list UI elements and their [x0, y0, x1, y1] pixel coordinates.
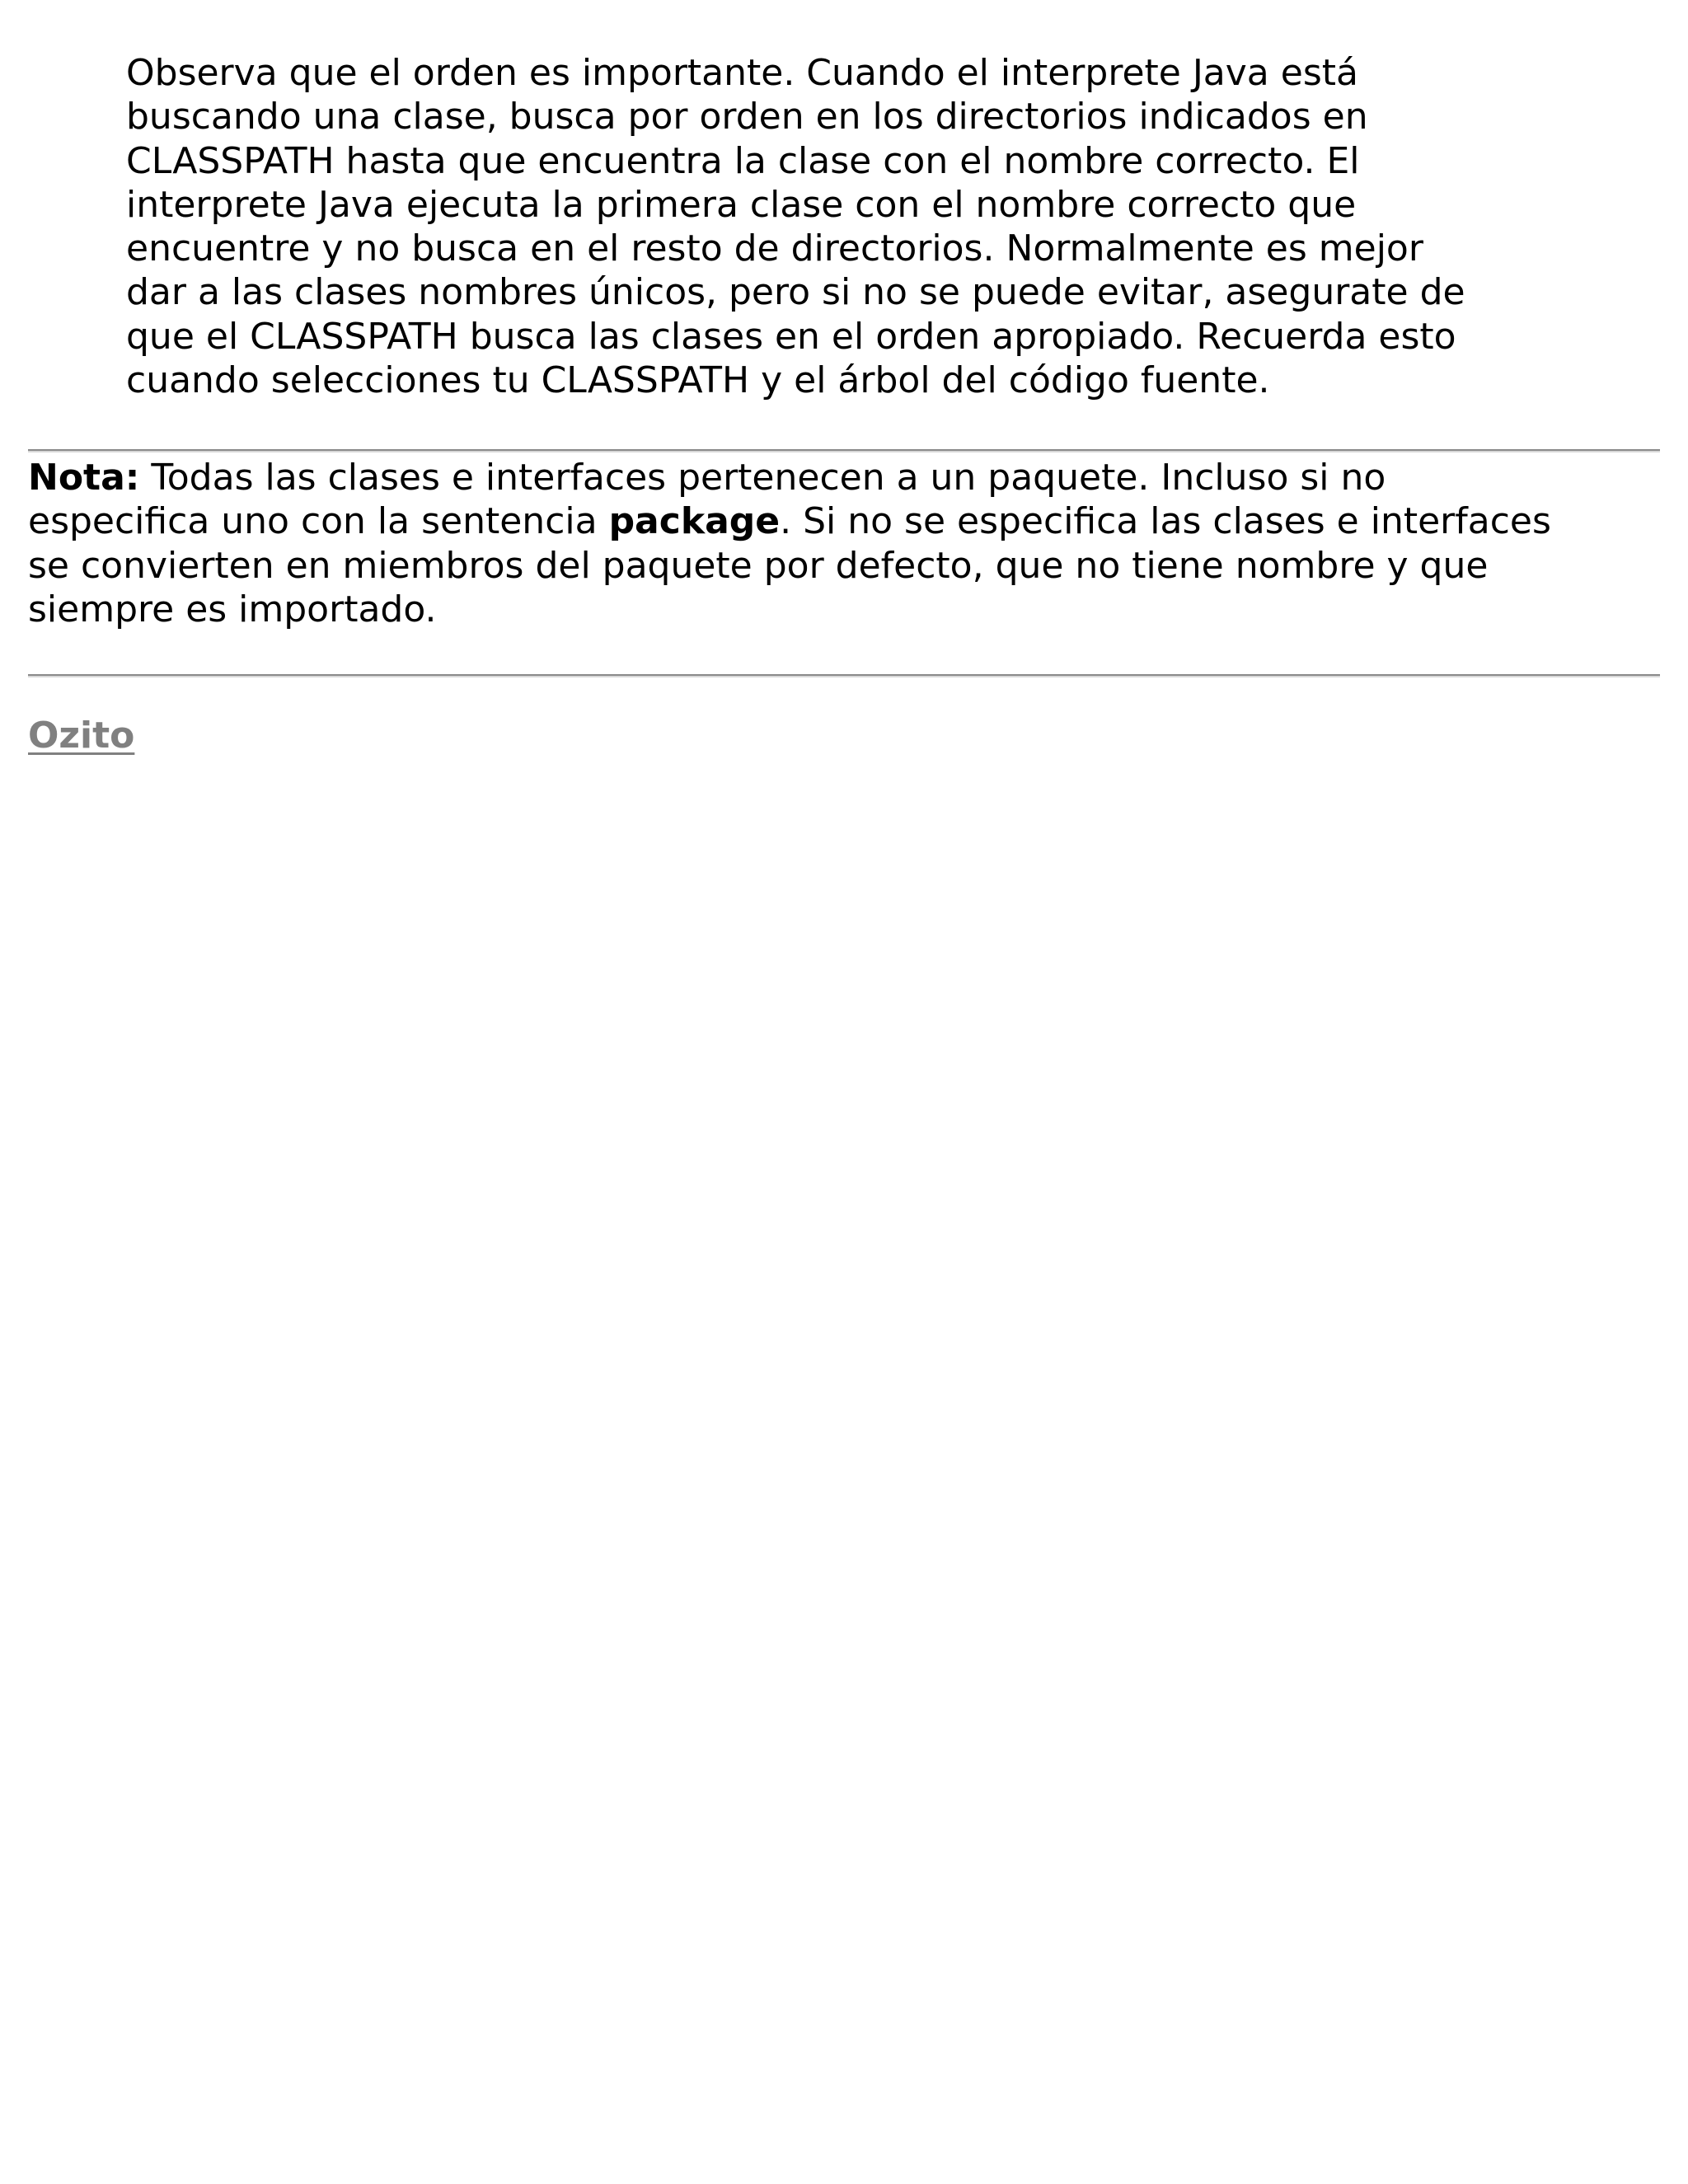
paragraph-line: Observa que el orden es importante. Cuando el interprete Java está	[126, 52, 1358, 94]
note-line	[28, 499, 1668, 543]
package-keyword: package	[608, 500, 781, 543]
horizontal-rule	[28, 449, 1660, 452]
note-block	[28, 456, 1668, 631]
classpath-order-paragraph	[126, 51, 1676, 402]
paragraph-line: que el CLASSPATH busca las clases en el orden apropiado. Recuerda esto	[126, 315, 1456, 358]
paragraph-line: interprete Java ejecuta la primera clase con el nombre correcto que	[126, 183, 1357, 226]
note-text: . Si no se especifica las clases e interfaces	[780, 500, 1551, 543]
paragraph-line: cuando selecciones tu CLASSPATH y el árbol del código fuente.	[126, 359, 1270, 402]
author-link[interactable]: Ozito	[28, 715, 135, 757]
note-label: Nota:	[28, 457, 140, 499]
note-text: Todas las clases e interfaces pertenecen a un paquete. Incluso si no	[139, 457, 1386, 499]
note-text: especifica uno con la sentencia	[28, 500, 609, 543]
paragraph-line: buscando una clase, busca por orden en los directorios indicados en	[126, 96, 1368, 138]
note-line: se convierten en miembros del paquete por defecto, que no tiene nombre y que	[28, 544, 1489, 587]
note-line	[28, 456, 1668, 499]
horizontal-rule	[28, 674, 1660, 677]
note-line: siempre es importado.	[28, 588, 437, 630]
paragraph-line: dar a las clases nombres únicos, pero si no se puede evitar, asegurate de	[126, 271, 1465, 314]
paragraph-line: encuentre y no busca en el resto de directorios. Normalmente es mejor	[126, 227, 1423, 270]
paragraph-line: CLASSPATH hasta que encuentra la clase con el nombre correcto. El	[126, 139, 1360, 182]
